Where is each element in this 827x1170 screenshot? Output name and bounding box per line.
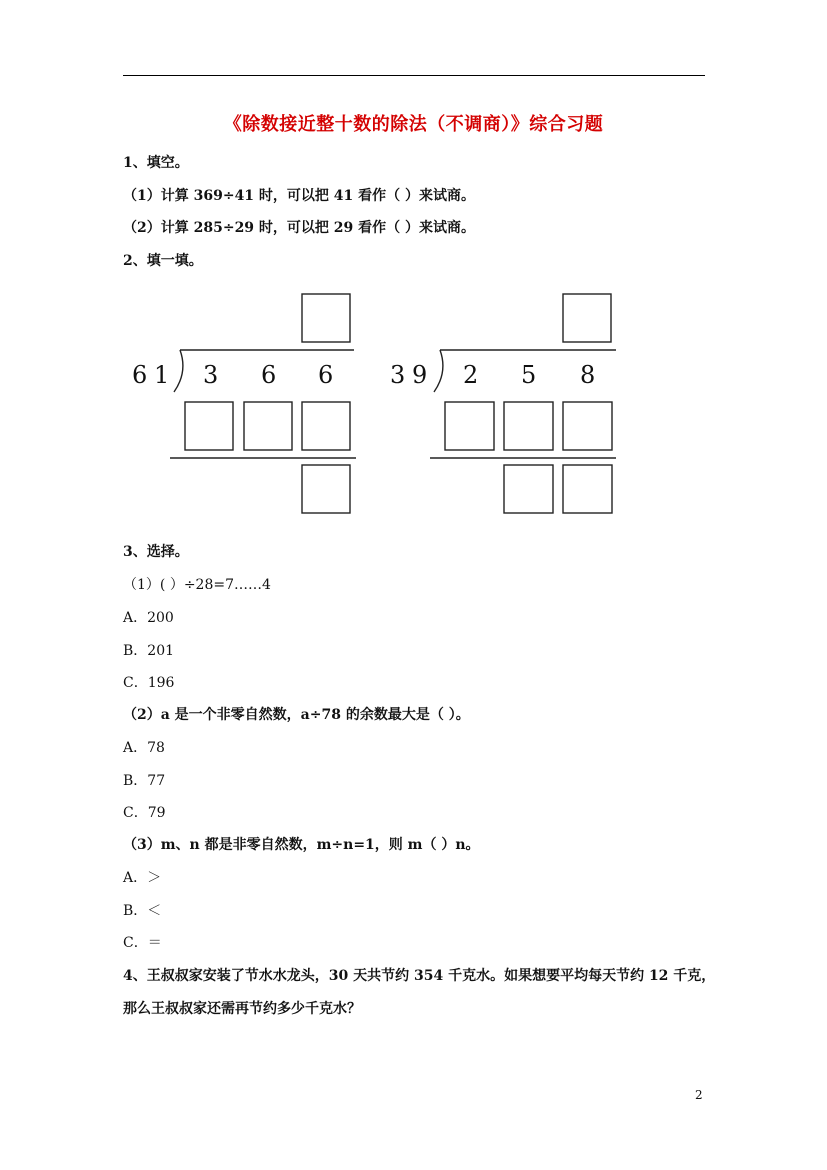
division-bracket-left <box>174 350 183 392</box>
divisor-digit: 6 <box>132 361 148 389</box>
q1-heading: 1、填空。 <box>123 155 189 171</box>
q3-sub3-option-a[interactable]: A．＞ <box>123 870 162 886</box>
q1-item-2: （2）计算 285÷29 时，可以把 29 看作（ ）来试商。 <box>123 220 476 236</box>
division-right <box>390 294 616 513</box>
answer-box-right-remainder[interactable] <box>504 465 553 513</box>
q3-sub3-option-b[interactable]: B．＜ <box>123 903 162 919</box>
q3-sub3-option-c[interactable]: C．＝ <box>123 935 162 951</box>
q3-heading: 3、选择。 <box>123 544 189 560</box>
q4-line-1: 4、王叔叔家安装了节水水龙头，30 天共节约 354 千克水。如果想要平均每天节约 12 千克， <box>123 968 716 984</box>
long-division-figures <box>0 0 827 540</box>
q3-sub3-stem: （3）m、n 都是非零自然数，m÷n=1，则 m（ ）n。 <box>123 837 480 853</box>
answer-box-right-remainder[interactable] <box>563 465 612 513</box>
q3-sub1-stem: （1）( ）÷28=7……4 <box>123 577 271 593</box>
answer-box-left-quotient[interactable] <box>302 294 350 342</box>
answer-box-left-product[interactable] <box>185 402 233 450</box>
answer-box-left-product[interactable] <box>302 402 350 450</box>
q3-sub2-option-a[interactable]: A．78 <box>123 740 165 756</box>
q1-item-1: （1）计算 369÷41 时，可以把 41 看作（ ）来试商。 <box>123 188 476 204</box>
dividend-digit: 5 <box>521 361 537 389</box>
dividend-digit: 6 <box>318 361 334 389</box>
q3-sub1-option-b[interactable]: B．201 <box>123 643 175 659</box>
q2-heading: 2、填一填。 <box>123 253 203 269</box>
answer-box-left-product[interactable] <box>244 402 292 450</box>
answer-box-right-product[interactable] <box>445 402 494 450</box>
answer-box-left-remainder[interactable] <box>302 465 350 513</box>
divisor-digit: 1 <box>154 361 170 389</box>
q3-sub1-option-a[interactable]: A．200 <box>123 610 174 626</box>
answer-box-right-product[interactable] <box>504 402 553 450</box>
division-left <box>132 294 356 513</box>
q3-sub2-option-b[interactable]: B．77 <box>123 773 166 789</box>
page-number: 2 <box>695 1088 703 1102</box>
q3-sub2-option-c[interactable]: C．79 <box>123 805 166 821</box>
dividend-digit: 6 <box>261 361 277 389</box>
answer-box-right-product[interactable] <box>563 402 612 450</box>
q3-sub1-option-c[interactable]: C．196 <box>123 675 175 691</box>
q4-line-2: 那么王叔叔家还需再节约多少千克水？ <box>123 1001 361 1017</box>
divisor-digit: 3 <box>390 361 406 389</box>
dividend-digit: 3 <box>203 361 219 389</box>
division-bracket-right <box>434 350 443 392</box>
q3-sub2-stem: （2）a 是一个非零自然数，a÷78 的余数最大是（ ）。 <box>123 707 470 723</box>
answer-box-right-quotient[interactable] <box>563 294 611 342</box>
page-title: 《除数接近整十数的除法（不调商）》综合习题 <box>223 114 604 135</box>
dividend-digit: 2 <box>463 361 479 389</box>
dividend-digit: 8 <box>580 361 596 389</box>
divisor-digit: 9 <box>412 361 428 389</box>
